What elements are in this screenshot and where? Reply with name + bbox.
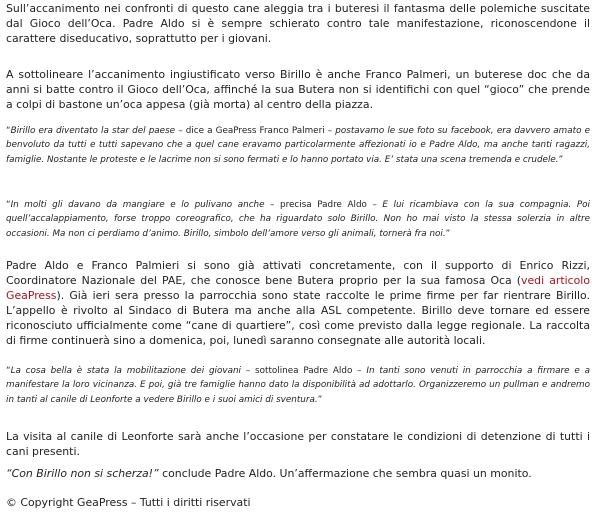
quote-2-part1: In molti gli davano da mangiare e lo pulivano anche [10, 200, 265, 210]
paragraph-4: La visita al canile di Leonforte sarà anche l’occasione per constatare le condizioni di detenzione di tutti i cani presenti. [6, 430, 590, 458]
quote-1-open: “ [6, 126, 11, 136]
paragraph-1: Sull’accanimento nei confronti di questo cane aleggia tra i buteresi il fantasma delle polemiche suscitate dal Gioco dell’Oca. Padre Aldo si è sempre schierato contro tale manifestazione, riconoscendone il carattere diseducativo, soprattutto per i giovani. [6, 2, 590, 45]
quote-2-close: ” [445, 228, 451, 239]
quote-3-attribution: – sottolinea Padre Aldo – [241, 366, 367, 376]
quote-3-part3: In tanti sono venuti in parrocchia a firmare e a manifestare la loro vicinanza. E poi, già tre famiglie hanno dato la disponibilità ad adottarlo. Organizzeremo un pullman e andremo in tanti al canile di Leonforte a vedere Birillo e i suoi amici di sventura. [6, 366, 591, 405]
quote-2-part3: E lui ricambiava con la sua compagnia. Poi quell’accalappiamento, forse troppo coreografico, che ha riguardato solo Birillo. Non ho mai visto la stessa solerzia in altre occasioni. Ma non ci perdiamo d’animo. Birillo, simbolo dell’amore verso gli animali, tornerà fra noi. [6, 200, 590, 239]
quote-3-close: ” [317, 394, 323, 405]
quote-1-close: ” [558, 154, 564, 165]
quote-2-attribution: – precisa Padre Aldo – [264, 200, 383, 210]
quote-2-open: “ [6, 200, 11, 210]
paragraph-2: A sottolineare l’accanimento ingiustificato verso Birillo è anche Franco Palmeri, un buterese doc che da anni si batte contro il Gioco dell’Oca, affinché la sua Butera non si identifichi con quel “gioco” che prende a colpi di bastone un’oca appesa (già morta) al centro della piazza. [6, 68, 590, 111]
quote-1-part1: Birillo era diventato la star del paese [10, 126, 176, 136]
quote-1 [6, 124, 590, 167]
geapress-article-link[interactable]: vedi articolo GeaPress [6, 273, 590, 302]
paragraph-3 [6, 259, 590, 348]
paragraph-3-after: ). Già ieri sera presso la parrocchia sono state raccolte le prime firme per far rientrare Birillo. L’appello è rivolto al Sindaco di Butera ma anche alla ASL competente. Birillo deve tornare ed essere riconosciuto ufficialmente come “cane di quartiere”, così come previsto dalla legge regionale. La raccolta di firme continuerà sino a domenica, poi, lunedì saranno consegnate alle autorità locali. [6, 288, 590, 347]
quote-2 [6, 198, 590, 241]
quote-3-part1: La cosa bella è stata la mobilitazione dei giovani [10, 366, 241, 376]
quote-1-attribution: – dice a GeaPress Franco Palmeri – [175, 126, 336, 136]
quote-1-part3: postavamo le sue foto su facebook, era davvero amato e benvoluto da tutti e tutti sapevano che a quel cane eravamo particolarmente affezionati io e Padre Aldo, ma anche tanti ragazzi, famiglie. Nostante le proteste e le lacrime non si sono fermati e lo hanno portato via. E’ stata una scena tremenda e crudele. [6, 126, 590, 165]
copyright-notice: © Copyright GeaPress – Tutti i diritti riservati [6, 496, 251, 509]
quote-3 [6, 364, 590, 407]
paragraph-5 [6, 467, 590, 482]
closing-remark: conclude Padre Aldo. Un’affermazione che sembra quasi un monito. [158, 467, 532, 480]
quote-3-open: “ [6, 366, 11, 376]
closing-quote: “Con Birillo non si scherza!” [6, 467, 159, 480]
paragraph-3-before: Padre Aldo e Franco Palmieri si sono già attivati concretamente, con il supporto di Enrico Rizzi, Coordinatore Nazionale del PAE, che conosce bene Butera proprio per la sua famosa Oca ( [6, 259, 590, 287]
